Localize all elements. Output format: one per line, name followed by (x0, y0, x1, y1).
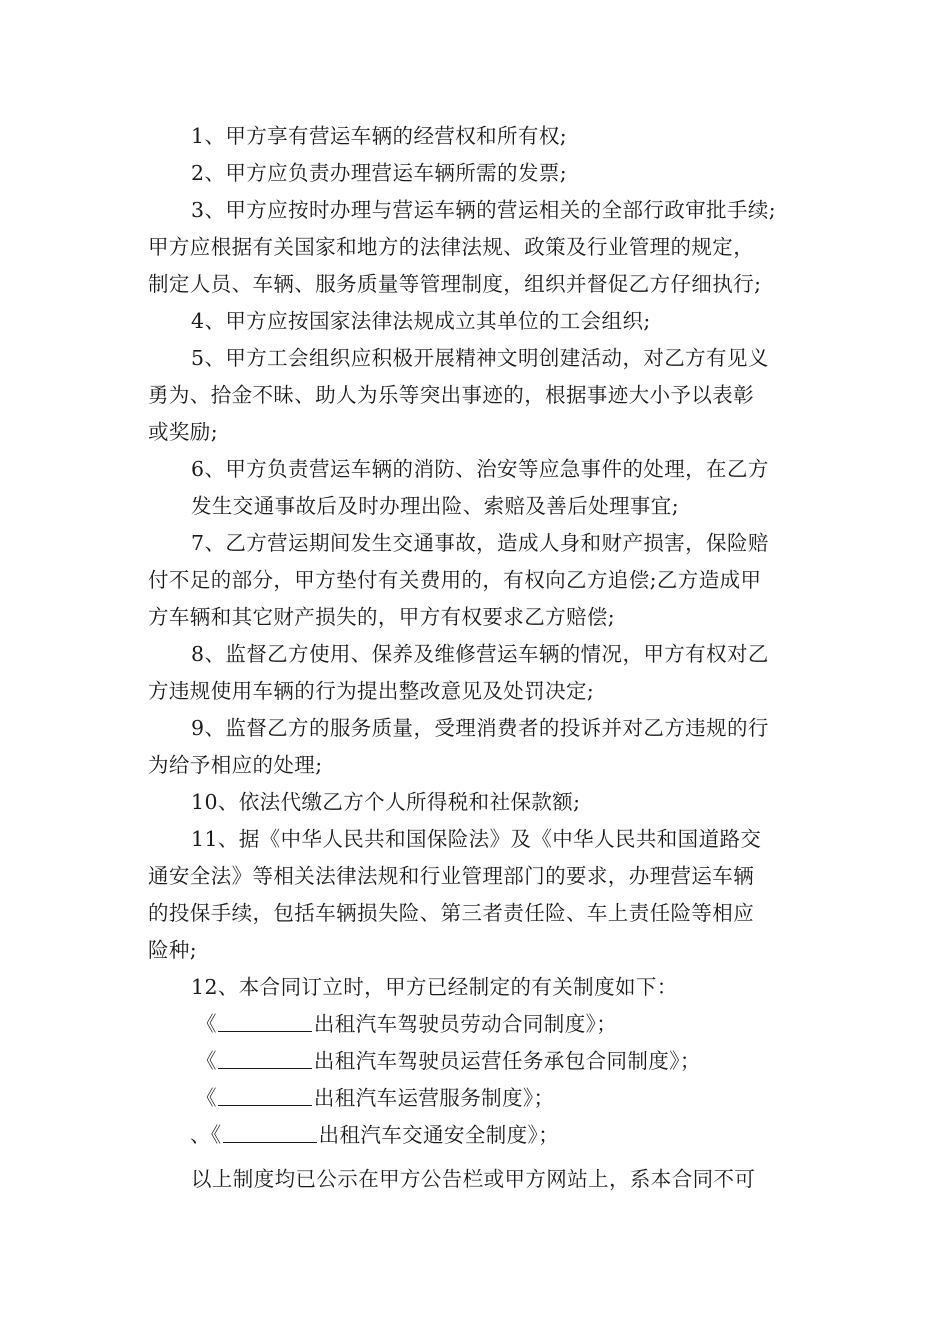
clause-1: 1、甲方享有营运车辆的经营权和所有权; (191, 124, 568, 148)
clause-8: 8、监督乙方使用、保养及维修营运车辆的情况，甲方有权对乙 (191, 642, 769, 666)
clause-3: 3、甲方应按时办理与营运车辆的营运相关的全部行政审批手续; (191, 198, 777, 222)
rule-prefix: 、《 (190, 1123, 222, 1147)
rule-title: 出租汽车驾驶员运营任务承包合同制度》； (313, 1049, 701, 1073)
clause-11: 11、据《中华人民共和国保险法》及《中华人民共和国道路交 (191, 827, 762, 851)
clause-5: 5、甲方工会组织应积极开展精神文明创建活动，对乙方有见义 (191, 346, 769, 370)
clause-6-cont: 发生交通事故后及时办理出险、索赔及善后处理事宜; (191, 494, 680, 518)
clause-5-cont: 或奖励; (148, 420, 219, 444)
clause-7-cont: 方车辆和其它财产损失的，甲方有权要求乙方赔偿; (148, 605, 616, 629)
rule-prefix: 《 (196, 1049, 217, 1073)
clause-11-cont: 险种; (148, 938, 198, 962)
clause-5-cont: 勇为、拾金不昧、助人为乐等突出事迹的，根据事迹大小予以表彰 (148, 383, 755, 407)
rule-item (190, 1117, 880, 1153)
clause-12: 12、本合同订立时，甲方已经制定的有关制度如下： (191, 975, 678, 999)
fill-in-blank[interactable] (218, 1048, 312, 1069)
rule-item (196, 1043, 886, 1079)
fill-in-blank[interactable] (218, 1011, 312, 1032)
clause-3-cont: 制定人员、车辆、服务质量等管理制度，组织并督促乙方仔细执行; (148, 272, 762, 296)
clause-4: 4、甲方应按国家法律法规成立其单位的工会组织; (191, 309, 651, 333)
rule-item (196, 1006, 886, 1042)
fill-in-blank[interactable] (223, 1122, 317, 1143)
rule-title: 出租汽车运营服务制度》； (313, 1086, 555, 1110)
clause-9-cont: 为给予相应的处理; (148, 753, 323, 777)
rule-title: 出租汽车驾驶员劳动合同制度》； (313, 1012, 618, 1036)
clause-11-cont: 通安全法》等相关法律法规和行业管理部门的要求，办理营运车辆 (148, 864, 755, 888)
clause-11-cont: 的投保手续，包括车辆损失险、第三者责任险、车上责任险等相应 (148, 901, 755, 925)
rule-title: 出租汽车交通安全制度》； (318, 1123, 560, 1147)
clause-3-cont: 甲方应根据有关国家和地方的法律法规、政策及行业管理的规定， (148, 235, 755, 259)
fill-in-blank[interactable] (218, 1085, 312, 1106)
closing-paragraph: 以上制度均已公示在甲方公告栏或甲方网站上，系本合同不可 (191, 1167, 756, 1191)
clause-7-cont: 付不足的部分，甲方垫付有关费用的，有权向乙方追偿;乙方造成甲 (148, 568, 762, 592)
clause-8-cont: 方违规使用车辆的行为提出整改意见及处罚决定; (148, 679, 595, 703)
clause-7: 7、乙方营运期间发生交通事故，造成人身和财产损害，保险赔 (191, 531, 769, 555)
clause-10: 10、依法代缴乙方个人所得税和社保款额; (191, 790, 581, 814)
rule-item (196, 1080, 886, 1116)
rule-prefix: 《 (196, 1086, 217, 1110)
clause-2: 2、甲方应负责办理营运车辆所需的发票; (191, 161, 568, 185)
clause-9: 9、监督乙方的服务质量，受理消费者的投诉并对乙方违规的行 (191, 716, 769, 740)
clause-6: 6、甲方负责营运车辆的消防、治安等应急事件的处理，在乙方 (191, 457, 769, 481)
rule-prefix: 《 (196, 1012, 217, 1036)
